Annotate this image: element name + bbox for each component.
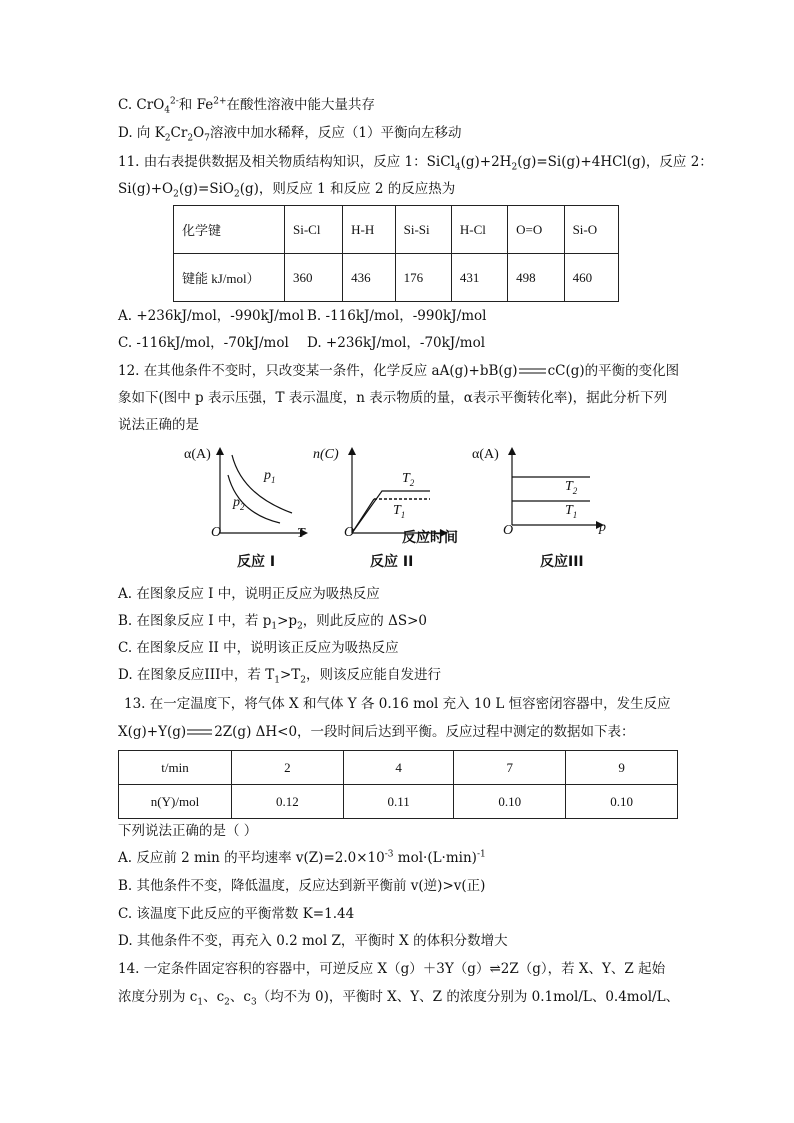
fig1-caption: 反应 I [237, 554, 276, 570]
table-cell: 0.12 [232, 785, 344, 819]
table-cell: 460 [564, 254, 618, 302]
fig1-origin: O [211, 525, 222, 540]
fig2-ylabel: n(C) [313, 447, 339, 462]
table-header-cell: Si-O [564, 206, 618, 254]
q11-stem-line2: $Si(g)+O_2(g)=SiO_2(g)$，则反应 1 和反应 2 的反应热为 [118, 181, 456, 200]
q11-option-b: B. -116kJ/mol，-990kJ/mol [307, 308, 487, 324]
table-header-cell: 4 [343, 751, 454, 785]
equilibrium-arrow-icon [518, 363, 548, 375]
table-cell: 0.11 [343, 785, 454, 819]
q12-stem-line1: 12. 在其他条件不变时，只改变某一条件，化学反应 aA(g)+bB(g) cC(g)的平衡的变化图 [118, 363, 680, 379]
fig3-line-label-t1: $T_1$ [565, 503, 578, 520]
table-cell: 176 [395, 254, 451, 302]
q14-stem-line2: 浓度分别为 $c_1$、$c_2$、$c_3$（均不为 0)，平衡时 X、Y、Z 的浓度分别为 0.1mol/L、0.4mol/L、 [118, 989, 680, 1008]
q13-option-c: C. 该温度下此反应的平衡常数 K=1.44 [118, 906, 355, 922]
q12-option-b: B. 在图象反应 I 中，若 $p_1>p_2$，则此反应的 ΔS>0 [118, 613, 427, 632]
fig3-origin: O [503, 523, 514, 538]
q10-option-c: C. CrO$_4^{2-}$和 $Fe^{2+}$在酸性溶液中能大量共存 [118, 96, 375, 116]
q11-option-c: C. -116kJ/mol，-70kJ/mol [118, 335, 289, 351]
q14-stem-line1: 14. 一定条件固定容积的容器中，可逆反应 X（g）＋3Y（g）⇌2Z（g），若 X、Y、Z 起始 [118, 961, 666, 977]
table-header-cell: 9 [566, 751, 678, 785]
fig2-caption: 反应 II [370, 554, 414, 570]
y-axis-arrow-icon [348, 447, 356, 455]
equilibrium-arrow-icon [186, 724, 214, 736]
q11-stem-line1: 11. 由右表提供数据及相关物质结构知识，反应 1：$SiCl_4(g)+2H_2(g)=Si(g)+4HCl(g)$，反应 2： [118, 154, 713, 173]
table-cell: 436 [343, 254, 395, 302]
table-cell: 498 [508, 254, 564, 302]
q12-option-d: D. 在图象反应III中，若 $T_1>T_2$，则该反应能自发进行 [118, 667, 442, 686]
fig3-xlabel: p [599, 520, 606, 535]
q13-option-a: A. 反应前 2 min 的平均速率 $v(Z)=2.0\times 10^{-3}$ $mol\cdot(L\cdot\min)^{-1}$ [118, 849, 486, 866]
line-t1-rise [352, 499, 374, 533]
table-header-cell: Si-Si [395, 206, 451, 254]
table-header-cell: 7 [454, 751, 566, 785]
table-row-label: 键能 kJ/mol） [174, 254, 285, 302]
q12-stem-line3: 说法正确的是 [118, 417, 199, 433]
fig3-caption: 反应III [540, 554, 584, 570]
fig1-xlabel: T [297, 526, 305, 541]
fig1-ylabel: α(A) [184, 447, 211, 462]
fig3-ylabel: α(A) [472, 447, 499, 462]
bond-energy-header-row [174, 206, 619, 254]
fig1-curve-label-p2: $p_2$ [233, 495, 245, 512]
reaction-data-value-row [119, 785, 678, 819]
fig2-curve-label-t1: $T_1$ [393, 503, 406, 520]
q10-option-d: D. 向 $K_2Cr_2O_7$溶液中加水稀释，反应（1）平衡向左移动 [118, 125, 462, 144]
q12-option-c: C. 在图象反应 II 中，说明该正反应为吸热反应 [118, 640, 399, 656]
fig2-xlabel: 反应时间 [402, 530, 458, 546]
q13-prompt: 下列说法正确的是（ ） [118, 823, 258, 839]
fig2-curve-label-t2: $T_2$ [402, 471, 415, 488]
reaction-data-header-row [119, 751, 678, 785]
q11-option-a: A. +236kJ/mol，-990kJ/mol [118, 308, 305, 324]
q11-option-d: D. +236kJ/mol，-70kJ/mol [307, 335, 486, 351]
fig2-origin: O [344, 525, 355, 540]
table-header-cell: t/min [119, 751, 232, 785]
bond-energy-table [173, 205, 619, 302]
table-cell: 0.10 [566, 785, 678, 819]
table-cell: 431 [451, 254, 507, 302]
y-axis-arrow-icon [216, 447, 224, 455]
reaction-data-table [118, 750, 678, 819]
q13-option-d: D. 其他条件不变，再充入 0.2 mol Z，平衡时 X 的体积分数增大 [118, 933, 508, 949]
fig1-curve-label-p1: $p_1$ [264, 468, 276, 485]
q12-option-a: A. 在图象反应 I 中，说明正反应为吸热反应 [118, 586, 380, 602]
q13-stem-line2: X(g)+Y(g) 2Z(g) ΔH<0，一段时间后达到平衡。反应过程中测定的数据如下表： [118, 724, 635, 740]
table-cell: 360 [285, 254, 343, 302]
table-cell: 0.10 [454, 785, 566, 819]
bond-energy-value-row [174, 254, 619, 302]
table-header-cell: H-H [343, 206, 395, 254]
table-header-cell: Si-Cl [285, 206, 343, 254]
table-header-cell: O=O [508, 206, 564, 254]
q13-stem-line1: 13. 在一定温度下，将气体 X 和气体 Y 各 0.16 mol 充入 10 L 恒容密闭容器中，发生反应 [124, 696, 671, 712]
fig3-line-label-t2: $T_2$ [565, 479, 578, 496]
table-header-cell: 化学键 [174, 206, 285, 254]
q13-option-b: B. 其他条件不变，降低温度，反应达到新平衡前 v(逆)>v(正) [118, 878, 486, 894]
table-row-label: n(Y)/mol [119, 785, 232, 819]
q12-stem-line2: 象如下(图中 p 表示压强，T 表示温度，n 表示物质的量，α表示平衡转化率)，据此分析下列 [118, 390, 668, 406]
y-axis-arrow-icon [508, 447, 516, 455]
table-header-cell: 2 [232, 751, 344, 785]
table-header-cell: H-Cl [451, 206, 507, 254]
